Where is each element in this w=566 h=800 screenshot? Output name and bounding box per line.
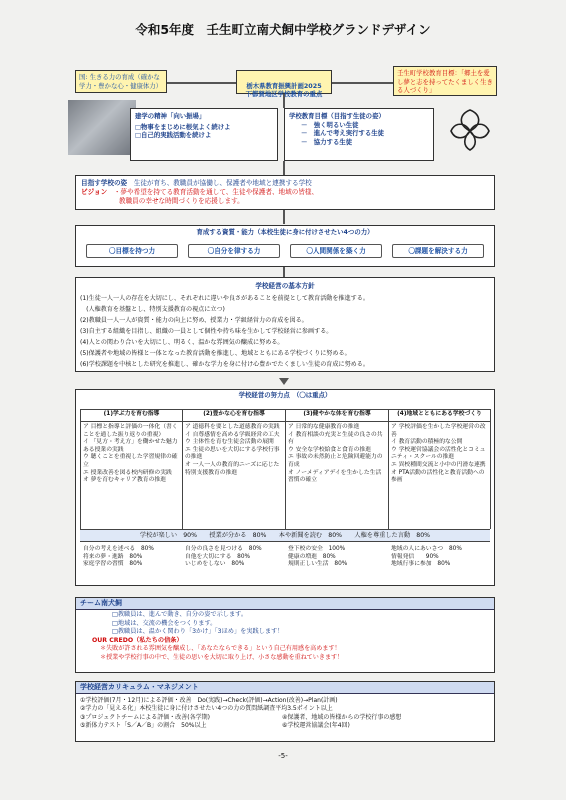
quality-item: 〇課題を解決する力	[392, 244, 484, 258]
school-goal-box	[284, 108, 434, 161]
curriculum-list	[80, 697, 490, 714]
school-emblem-icon	[445, 104, 495, 154]
page-title: 令和5年度 壬生町立南犬飼中学校グランドデザイン	[135, 22, 431, 37]
school-goal-item: － 強く明るい生徒	[301, 120, 359, 129]
founding-spirit-item: □物事をまじめに根気よく続けよ	[135, 122, 231, 131]
team-item: □地域は、交流の機会をつくります。	[112, 619, 217, 627]
credo-heading: OUR CREDO（私たちの信条）	[92, 636, 183, 644]
effort-column-title: (2)豊かな心を育む指導	[203, 411, 265, 417]
target-item: 自分の考えを述べる 80%	[83, 546, 154, 552]
town-goal-box	[393, 66, 497, 96]
effort-column-title: (4)地域とともにある学校づくり	[397, 411, 482, 417]
vision-school-text: 生徒が育ち、教職員が協働し、保護者や地域と連携する学校	[133, 179, 312, 187]
policy-line: (2)教職員一人一人が資質・能力の向上に努め、授業力・学級経営力の育成を図る。	[80, 317, 308, 324]
vision-label: ビジョン	[81, 188, 108, 196]
effort-column-title: (1)学ぶ力を育む指導	[103, 411, 160, 417]
national-goal-box	[75, 70, 167, 93]
target-item: 地域行事に参加 80%	[391, 561, 451, 568]
target-item: 健康の増進 80%	[288, 553, 336, 560]
vision-label: 目指す学校の姿	[81, 179, 128, 187]
curriculum-line: ②学力の「見える化」本校生徒に身に付けさせたい4つの力の質問紙調査平均3.5ポイント以上	[80, 705, 333, 713]
connector-line	[283, 267, 285, 277]
quality-item: 〇目標を持つ力	[86, 244, 178, 258]
founding-spirit-item: □自己的実践活動を続けよ	[135, 131, 212, 140]
founding-spirit-box	[130, 108, 278, 161]
target-list	[183, 545, 285, 570]
down-arrow-icon	[279, 378, 289, 385]
effort-column-text: ア 日常的な健康教育の推進 イ 教育相談の充実と生徒の良さの共有 ウ 安全な学校給食と食育の推進 エ 事故の未然防止と危険回避能力の育成 オ ノーメディアデイを生かした生活習慣の確立	[288, 424, 383, 484]
team-heading: チーム南犬飼	[76, 598, 494, 610]
quality-item: 〇自分を律する力	[188, 244, 280, 258]
policy-line: (5)保護者や地域の皆様と一体となった教育活動を推進し、地域とともにある学校づくりに努める。	[80, 350, 351, 357]
basic-policy-box	[75, 277, 495, 372]
target-item: 情報発信 90%	[391, 553, 439, 560]
team-item: □教職員は、温かく関わり「3かけ」「3ほめ」を実践します！	[112, 628, 284, 636]
target-item: 自他を大切にする 80%	[185, 553, 251, 560]
curriculum-heading: 学校経営カリキュラム・マネジメント	[76, 682, 494, 694]
vision-text: 教職員の幸せな時間づくりを応援します。	[119, 197, 244, 205]
survey-target-banner: 学校が楽しい 90% 授業が分かる 80% 本や新聞を読む 80% 人権を尊重した言動 80%	[80, 529, 490, 542]
target-item: 将来の夢・進路 80%	[83, 553, 143, 560]
team-box	[75, 597, 495, 673]
target-item: 家庭学習の習慣 80%	[83, 561, 143, 568]
prefecture-plan-box	[236, 70, 332, 99]
effort-column-title: (3)健やかな体を育む指導	[303, 411, 371, 417]
school-goal-item: － 進んで考え実行する生徒	[301, 129, 385, 138]
team-item: □教職員は、進んで動き、自分の姿で示します。	[112, 611, 248, 618]
curriculum-line: ③プロジェクトチームによる評価・改善(各学期)	[80, 714, 210, 721]
curriculum-line: ⑥学校運営協議会(年4回)	[282, 722, 350, 730]
quality-item: 〇人間関係を築く力	[290, 244, 382, 258]
policy-line: (4)人との関わり合いを大切にし、明るく、温かな雰囲気の醸成に努める。	[80, 339, 284, 346]
connector-line	[283, 94, 285, 108]
credo-item: ＊授業や学校行事の中で、生徒の思いを大切に取り上げ、小さな感動を重ねていきます！	[100, 653, 344, 661]
curriculum-line: ④保護者、地域の皆様からの学校行事の感想	[282, 714, 402, 721]
effort-column-text: ア 学校評価を生かした学校運営の改善 イ 教育活動の積極的な公開 ウ 学校運営協議会の活性化とコミュニティ・スクールの推進 エ 異校種間交流と小中の円滑な連携 オ PTA活動の活性化と教育活動への参画	[391, 424, 486, 484]
school-goal-item: － 協力する生徒	[301, 137, 353, 146]
target-list	[81, 545, 182, 570]
connector-line	[283, 161, 285, 175]
town-goal-text: 壬生町学校教育目標：「郷土を愛し夢と志を持ってたくましく生きる人づくり」	[397, 69, 493, 95]
school-goal-heading: 学校教育目標（目指す生徒の姿）	[289, 112, 385, 120]
target-list	[286, 545, 388, 570]
curriculum-line: ⑤新体力テスト「S／A／B」の割合 50%以上	[80, 722, 207, 730]
target-item: いじめをしない 80%	[185, 561, 245, 568]
policy-line: (人権教育を基盤とし、特別支援教育の視点に立つ)	[80, 306, 225, 313]
policy-line: (6)学校課題を中核とした研究を推進し、確かな学力を身に付け心豊かでたくましい生徒の育成に努める。	[80, 361, 369, 368]
vision-box	[75, 175, 495, 210]
qualities-heading: 育成する資質・能力（本校生徒に身に付けさせたい4つの力）	[196, 228, 374, 236]
target-item: 登下校の安全 100%	[288, 546, 346, 552]
target-item: 規則正しい生活 80%	[288, 561, 348, 568]
national-goal-text: 国: 生きる力の育成（確かな学力・豊かな心・健康体力）	[79, 73, 163, 90]
credo-item: ＊失敗が許される雰囲気を醸成し、「あなたならできる」という自己有用感を高めます！	[100, 645, 341, 653]
founding-spirit-heading: 建学の精神「向い振場」	[135, 112, 206, 120]
connector-line	[283, 210, 285, 224]
policy-line: (1)生徒一人一人の存在を大切にし、それぞれに違いや良さがあることを前提として教育活動を推進する。	[80, 295, 369, 302]
prefecture-plan-text: 栃木県教育振興計画2025 下都賀地区学校教育の重点	[245, 81, 323, 99]
page-number: -5-	[278, 752, 288, 760]
effort-column-text: ア 目標と指導と評価の一体化（書くことを通した振り返りの重視） イ 「見方・考え方」を働かせた魅力ある授業の実践 ウ 聴くことを重視した学習規律の確立 エ 授業改善を図る校内研修の実践 オ 夢を育むキャリア教育の推進	[83, 424, 178, 484]
curriculum-line: ①学校評価(7月・12月)による評価・改善 Do(実践)→Check(評価)→Action(改善)→Plan(計画)	[80, 697, 338, 704]
basic-policy-heading: 学校経営の基本方針	[255, 282, 315, 290]
vision-text: ・夢や希望を持てる教育活動を通して、生徒や保護者、地域の皆様、	[113, 188, 319, 196]
divider	[490, 409, 491, 529]
target-item: 地域の人にあいさつ 80%	[391, 546, 462, 552]
policy-line: (3)自主する組織を目指し、組織の一員として個性や持ち味を生かして学校経営に参画する。	[80, 328, 333, 335]
effort-column-text: ア 道徳科を要とした道徳教育の実践 イ 自尊感情を高める学級経営の工夫 ウ 主体性を育む生徒会活動の展開 エ 生徒の思いを大切にする学校行事の推進 オ 一人一人の教育的ニーズに応じた特別支援教育の推進	[185, 424, 280, 476]
school-monument-photo	[68, 100, 136, 155]
efforts-heading: 学校経営の努力点 （〇は重点）	[238, 391, 332, 399]
target-list	[389, 545, 490, 570]
target-item: 自分の良さを見つける 80%	[185, 546, 262, 552]
